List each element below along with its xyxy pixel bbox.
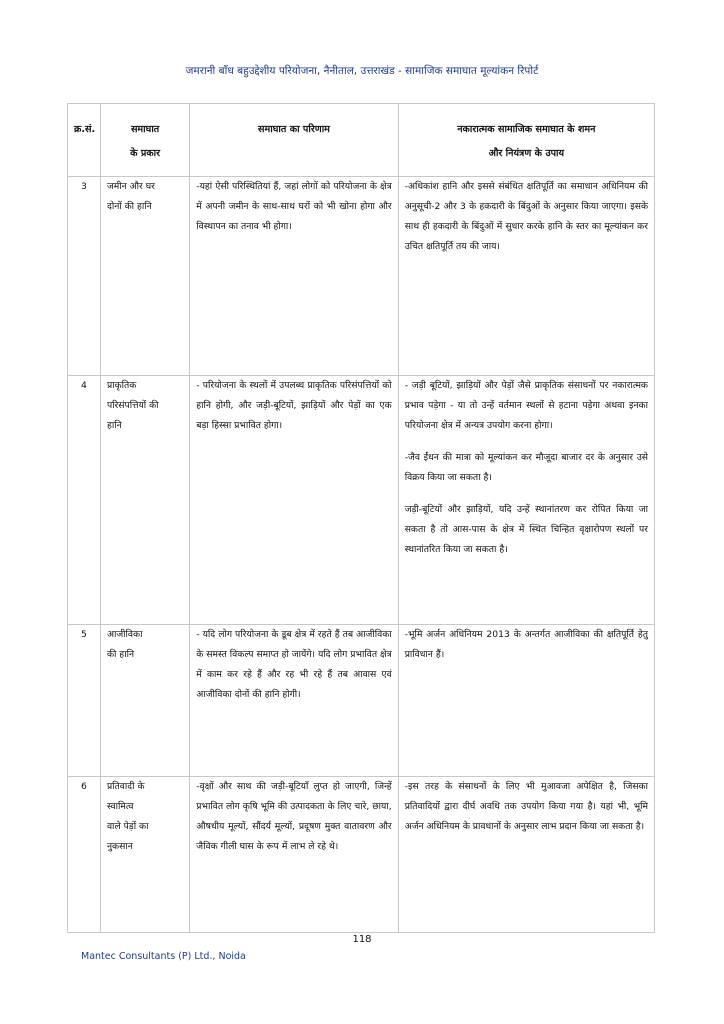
impact-type-line: आजीविका	[106, 629, 143, 640]
row-serial-number: 6	[68, 777, 101, 933]
header-mitigation-line2: और नियंत्रण के उपाय	[488, 148, 565, 159]
row-impact-result: -यहां ऐसी परिस्थितियां हैं, जहां लोगों को परियोजना के क्षेत्र में अपनी जमीन के साथ-साथ घरों को भी खोना होगा और विस्थापन का तनाव भी होगा।	[190, 177, 398, 376]
footer-company: Mantec Consultants (P) Ltd., Noida	[81, 951, 246, 962]
table-row	[68, 625, 655, 777]
social-impact-table	[67, 103, 655, 933]
row-impact-type	[100, 625, 189, 777]
row-impact-result: - परियोजना के स्थलों में उपलब्ध प्राकृतिक परिसंपत्तियों को हानि होगी, और जड़ी-बूटियों, झाड़ियों और पेड़ों का एक बड़ा हिस्सा प्रभावित होगा।	[190, 376, 398, 625]
header-impact-type-line1: समाघात	[130, 124, 160, 135]
row-impact-result: - यदि लोग परियोजना के डूब क्षेत्र में रहते हैं तब आजीविका के समस्त विकल्प समाप्त हो जायेंगे। यदि लोग प्रभावित क्षेत्र में काम कर रहे हैं और रह भी रहे हैं तब आवास एवं आजीविका दोनों की हानि होगी।	[190, 625, 398, 777]
impact-type-line: प्रतिवादी के	[106, 781, 145, 792]
row-impact-result: -वृक्षों और साथ की जड़ी-बूटियाँ लुप्त हो जाएगी, जिन्हें प्रभावित लोग कृषि भूमि की उत्पादकता के लिए चारे, छाया, औषधीय मूल्यों, सौंदर्य मूल्यों, प्रदूषण मुक्त वातावरण और जैविक गीली घास के रूप में लाभ ले रहे थे।	[190, 777, 398, 933]
report-header: जमरानी बाँध बहुउद्देशीय परियोजना, नैनीताल, उत्तराखंड - सामाजिक समाघात मूल्यांकन रिपोर्ट	[185, 65, 539, 77]
impact-type-line: हानि	[106, 420, 122, 431]
table-row	[68, 177, 655, 376]
row-mitigation	[398, 376, 654, 625]
mitigation-paragraph: -भूमि अर्जन अधिनियम 2013 के अन्तर्गत आजीविका की क्षतिपूर्ति हेतु प्राविधान हैं।	[404, 629, 648, 660]
row-serial-number: 3	[68, 177, 101, 376]
table-row	[68, 777, 655, 933]
header-impact-type-line2: के प्रकार	[130, 148, 161, 159]
header-mitigation-line1: नकारात्मक सामाजिक समाघात के शमन	[457, 124, 596, 135]
row-impact-type	[100, 777, 189, 933]
mitigation-paragraph: -जैव ईंधन की मात्रा को मूल्यांकन कर मौजूदा बाजार दर के अनुसार उसे विक्रय किया जा सकता है।	[404, 452, 648, 483]
impact-type-line: नुकसान	[106, 841, 133, 852]
table-row	[68, 376, 655, 625]
impact-type-line: स्वामित्व	[106, 801, 134, 812]
row-impact-type	[100, 177, 189, 376]
impact-type-line: परिसंपत्तियों की	[106, 400, 159, 411]
impact-type-line: वाले पेड़ों का	[106, 821, 149, 832]
mitigation-paragraph: जड़ी-बूटियों और झाड़ियों, यदि उन्हें स्थानांतरण कर रोपित किया जा सकता है तो आस-पास के क्षेत्र में स्थित चिन्हित वृक्षारोपण स्थलों पर स्थानांतरित किया जा सकता है।	[404, 504, 648, 555]
row-impact-type	[100, 376, 189, 625]
impact-type-line: प्राकृतिक	[106, 380, 137, 391]
header-impact-type	[100, 104, 189, 177]
row-mitigation	[398, 777, 654, 933]
row-mitigation	[398, 177, 654, 376]
page-number: 118	[352, 934, 372, 945]
table-header-row	[68, 104, 655, 177]
row-serial-number: 4	[68, 376, 101, 625]
impact-type-line: जमीन और घर	[106, 181, 155, 192]
header-mitigation	[398, 104, 654, 177]
mitigation-paragraph: - जड़ी बूटियों, झाड़ियों और पेड़ों जैसे प्राकृतिक संसाधनों पर नकारात्मक प्रभाव पड़ेगा - या तो उन्हें वर्तमान स्थलों से हटाना पड़ेगा अथवा इनका परियोजना क्षेत्र में अन्यत्र उपयोग करना होगा।	[404, 380, 648, 431]
impact-type-line: दोनों की हानि	[106, 201, 152, 212]
row-serial-number: 5	[68, 625, 101, 777]
mitigation-paragraph: -अधिकांश हानि और इससे संबंधित क्षतिपूर्ति का समाधान अधिनियम की अनुसूची-2 और 3 के हकदारी के बिंदुओं के अनुसार किया जाएगा। इसके साथ ही हकदारी के बिंदुओं में सुधार करके हानि के स्तर का मूल्यांकन कर उचित क्षतिपूर्ति तय की जाय।	[404, 181, 648, 252]
header-serial-number: क्र.सं.	[68, 104, 101, 177]
mitigation-paragraph: -इस तरह के संसाधनों के लिए भी मुआवजा अपेक्षित है, जिसका प्रतिवादियों द्वारा दीर्घ अवधि तक उपयोग किया गया है। यहां भी, भूमि अर्जन अधिनियम के प्रावधानों के अनुसार लाभ प्रदान किया जा सकता है।	[404, 781, 648, 832]
impact-type-line: की हानि	[106, 649, 135, 660]
row-mitigation	[398, 625, 654, 777]
header-impact-result: समाघात का परिणाम	[190, 104, 398, 177]
